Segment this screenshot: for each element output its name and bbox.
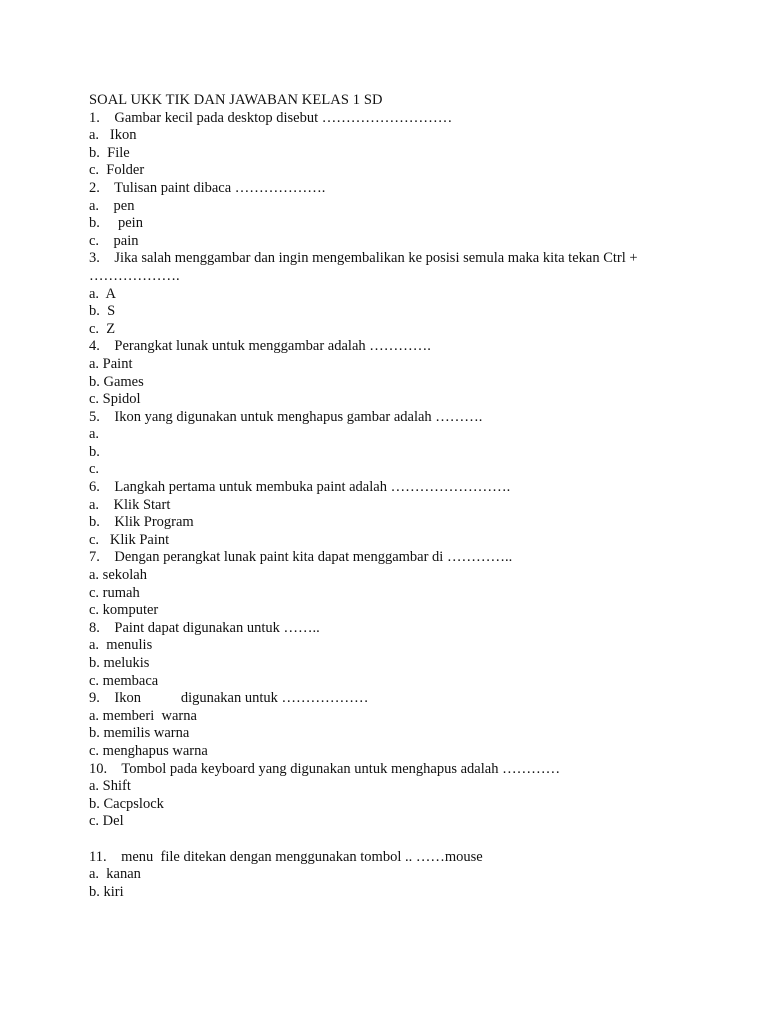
answer-option: b. Klik Program [89, 514, 194, 531]
answer-option: a. Shift [89, 778, 131, 795]
answer-option: b. melukis [89, 655, 150, 671]
question-9: 9. Ikon digunakan untuk ……………… [89, 690, 369, 707]
document-page [89, 92, 709, 901]
answer-option: c. [89, 461, 100, 478]
question-1: 1. Gambar kecil pada desktop disebut ……………………… [89, 109, 453, 126]
answer-option: b. kiri [89, 883, 124, 900]
question-4: 4. Perangkat lunak untuk menggambar adalah …………. [89, 338, 431, 355]
answer-option: a. kanan [89, 866, 141, 883]
answer-option: b. File [89, 144, 130, 161]
answer-option: c. Del [89, 813, 124, 830]
answer-option: b. S [89, 303, 116, 320]
question-5: 5. Ikon yang digunakan untuk menghapus gambar adalah ………. [89, 408, 483, 425]
document-title: SOAL UKK TIK DAN JAWABAN KELAS 1 SD [89, 92, 383, 108]
answer-option: a. Ikon [89, 127, 137, 144]
answer-option: a. sekolah [89, 567, 147, 584]
answer-option: c. pain [89, 232, 139, 249]
question-3-continuation: ………………. [89, 267, 180, 284]
answer-option: c. komputer [89, 602, 159, 619]
question-10: 10. Tombol pada keyboard yang digunakan untuk menghapus adalah ………… [89, 760, 561, 777]
answer-option: c. Z [89, 320, 116, 337]
question-8: 8. Paint dapat digunakan untuk …….. [89, 619, 320, 636]
answer-option: a. [89, 426, 100, 443]
blank-line [89, 831, 709, 849]
answer-option: b. pein [89, 215, 143, 232]
question-11: 11. menu file ditekan dengan menggunakan tombol .. ……mouse [89, 848, 483, 865]
answer-option: c. Folder [89, 162, 145, 179]
answer-option: c. Spidol [89, 391, 141, 408]
question-3: 3. Jika salah menggambar dan ingin mengembalikan ke posisi semula maka kita tekan Ctrl + [89, 250, 638, 267]
answer-option: a. pen [89, 197, 135, 214]
question-2: 2. Tulisan paint dibaca ………………. [89, 179, 326, 196]
question-6: 6. Langkah pertama untuk membuka paint adalah ……………………. [89, 479, 511, 496]
answer-option: c. menghapus warna [89, 742, 208, 759]
question-7: 7. Dengan perangkat lunak paint kita dapat menggambar di ………….. [89, 549, 513, 566]
answer-option: b. Games [89, 373, 144, 390]
answer-option: b. memilis warna [89, 725, 190, 742]
answer-option: c. rumah [89, 584, 140, 601]
answer-option: b. Cacpslock [89, 795, 164, 812]
answer-option: a. A [89, 285, 116, 302]
answer-option: a. Klik Start [89, 496, 171, 513]
answer-option: b. [89, 443, 100, 460]
answer-option: a. Paint [89, 355, 133, 372]
answer-option: a. menulis [89, 637, 153, 654]
answer-option: c. membaca [89, 672, 159, 689]
answer-option: c. Klik Paint [89, 531, 170, 548]
answer-option: a. memberi warna [89, 707, 197, 724]
